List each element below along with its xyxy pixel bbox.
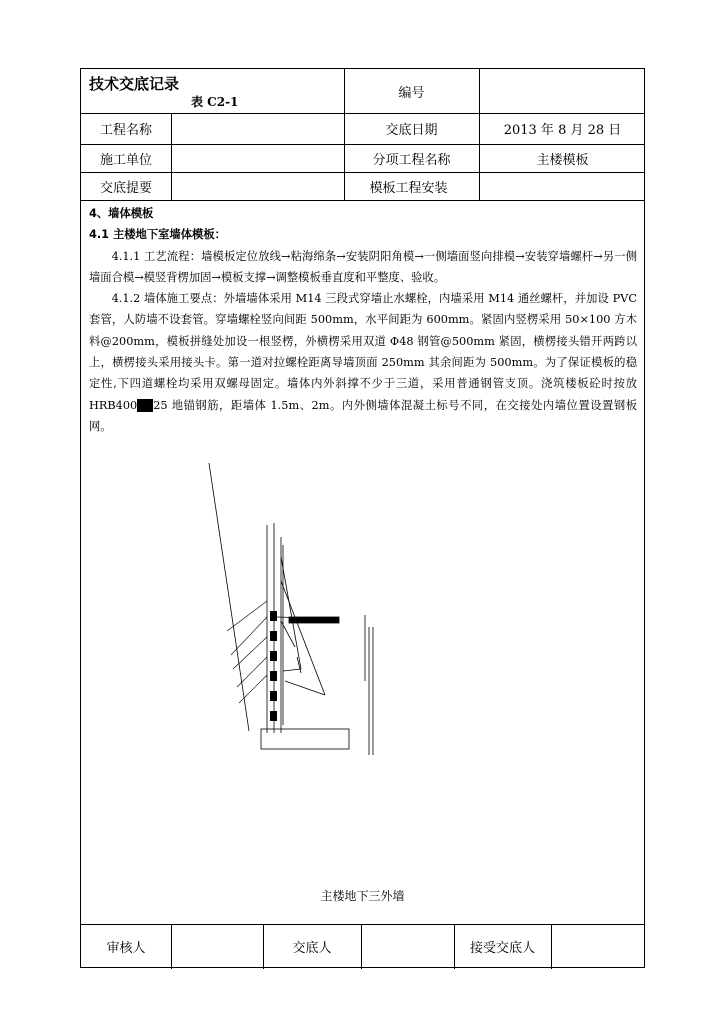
clamp xyxy=(270,631,277,641)
clamp xyxy=(270,671,277,681)
receiver-label: 接受交底人 xyxy=(469,941,535,956)
tie-bolt xyxy=(227,601,267,631)
unit-value[interactable] xyxy=(171,144,344,172)
discloser-label: 交底人 xyxy=(292,941,332,956)
clamp xyxy=(270,651,277,661)
form-title: 技术交底记录 xyxy=(89,75,180,93)
soil-slope-line xyxy=(209,463,249,731)
clamp xyxy=(270,711,277,721)
tie-bolt xyxy=(233,637,267,669)
bracing xyxy=(281,557,301,669)
bracing xyxy=(281,581,325,695)
disclosure-form xyxy=(80,68,645,968)
reviewer-value[interactable] xyxy=(171,924,263,969)
top-slab xyxy=(289,617,339,623)
project-name-value[interactable] xyxy=(171,113,344,144)
paragraph-key-points-part1: 4.1.2 墙体施工要点：外墙墙体采用 M14 三段式穿墙止水螺栓，内墙采用 M14 通丝螺杆，并加设 PVC 套管，人防墙不设套管。穿墙螺栓竖向间距 500mm，水平间距为 600mm。紧固内竖楞采用 50×100 方木料@200mm，模板拼缝处加设一根竖楞，外横楞采用双道 Φ48 钢管@500mm 紧固，横楞接头错开两跨以上，横楞接头采用接头卡。第一道对拉螺栓距离导墙顶面 250mm 其余间距为 500mm。为了保证模板的稳定性,下四道螺栓均采用双螺母固定。墙体内外斜撑不少于三道，采用普通钢管支顶。浇筑楼板砼时按放 HRB400 xyxy=(89,292,637,412)
receiver-value[interactable] xyxy=(551,924,646,969)
unit-label: 施工单位 xyxy=(99,152,152,168)
number-label: 编号 xyxy=(398,85,425,101)
subproject-label: 分项工程名称 xyxy=(372,152,451,168)
project-name-label: 工程名称 xyxy=(99,123,152,138)
date-value[interactable]: 2013 年 8 月 28 日 xyxy=(503,123,622,138)
disclosure-content xyxy=(89,203,637,437)
clamp xyxy=(270,611,277,621)
bracing xyxy=(285,681,325,695)
bracing xyxy=(283,669,301,671)
redaction-block xyxy=(137,399,153,412)
tie-bolt xyxy=(239,675,267,703)
number-value[interactable] xyxy=(479,69,646,113)
subsection-heading: 4.1 主楼地下室墙体模板： xyxy=(89,228,226,242)
discloser-value[interactable] xyxy=(361,924,454,969)
summary-value[interactable]: 模板工程安装 xyxy=(369,180,448,196)
summary-label: 交底提要 xyxy=(99,180,152,196)
subproject-value[interactable]: 主楼模板 xyxy=(536,152,589,168)
tie-bolt xyxy=(231,617,267,655)
figure-caption: 主楼地下三外墙 xyxy=(320,889,405,903)
form-number: 表 C2-1 xyxy=(191,95,239,109)
paragraph-key-points xyxy=(89,288,637,437)
paragraph-process: 4.1.1 工艺流程：墙模板定位放线→粘海绵条→安装阴阳角模→一侧墙面竖向排模→安装穿墙螺杆→另一侧墙面合模→模竖背楞加固→模板支撑→调整模板垂直度和平整度、验收。 xyxy=(89,249,637,284)
paragraph-key-points-part2: 25 地锚钢筋，距墙体 1.5m、2m。内外侧墙体混凝土标号不同，在交接处内墙位置设置钢板网。 xyxy=(89,398,637,433)
clamp xyxy=(270,691,277,701)
section-heading: 4、墙体模板 xyxy=(89,207,154,220)
row-divider xyxy=(81,200,644,201)
date-label: 交底日期 xyxy=(385,123,438,138)
tie-bolt xyxy=(237,657,267,687)
wall-formwork-drawing xyxy=(201,461,421,761)
reviewer-label: 审核人 xyxy=(106,941,146,956)
